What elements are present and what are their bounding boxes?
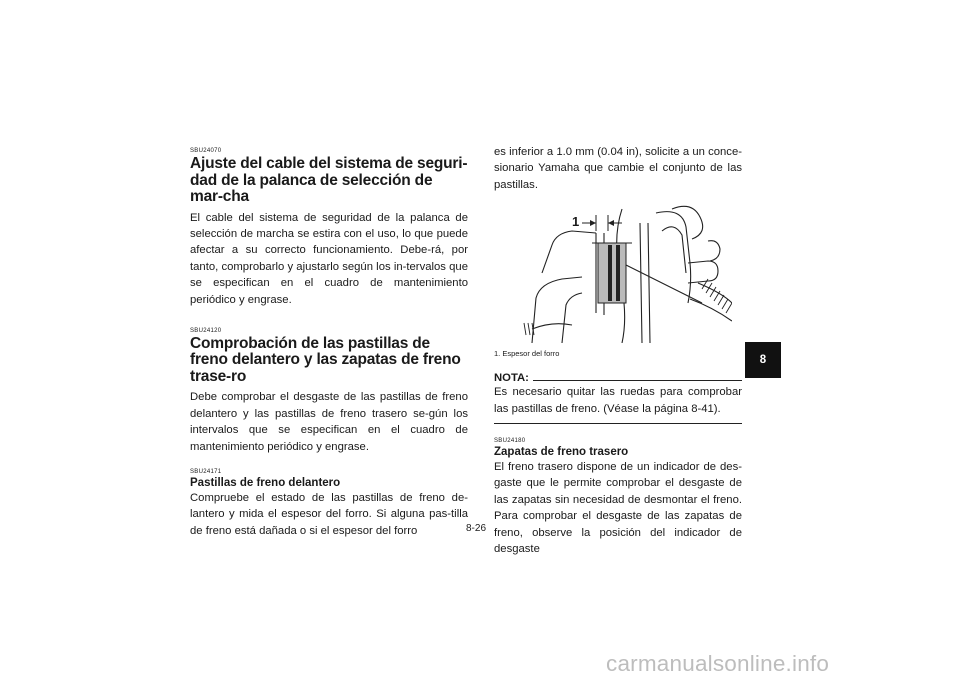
note-text: Es necesario quitar las ruedas para comprobar las pastillas de freno. (Véase la página 8-41). — [494, 386, 742, 415]
watermark: carmanualsonline.info — [606, 651, 830, 676]
chapter-tab: 8 — [745, 342, 781, 378]
section-body-shift-cable: El cable del sistema de seguridad de la palanca de selección de marcha se estira con el uso, lo que puede afectar a su correcto funcionamiento. Debe-rá, por tanto, comprobarlo y ajustarlo según los in-tervalos que se especifican en el cuadro de mantenimiento periódico y engrase. — [190, 211, 468, 306]
section-body-rear-shoes: El freno trasero dispone de un indicador de des-gaste que le permite comprobar el desgaste de las zapatas sin necesidad de desmontar el freno. Para comprobar el desgaste de las zapatas de freno, observe la posición del indicador de desgaste — [494, 461, 742, 556]
section-code: SBU24070 — [190, 148, 222, 154]
figure-callout-number: 1 — [572, 214, 580, 230]
section-title-brake-check: Comprobación de las pastillas de freno delantero y las zapatas de freno trase-ro — [190, 334, 461, 385]
brake-pad-figure — [522, 203, 732, 343]
section-code: SBU24180 — [494, 438, 526, 445]
continued-text: es inferior a 1.0 mm (0.04 in), solicite a un conce-sionario Yamaha que cambie el conjunto de las pastillas. — [494, 146, 742, 191]
page-number: 8-26 — [466, 523, 487, 534]
note-label: NOTA: — [494, 372, 529, 385]
section-body-brake-check: Debe comprobar el desgaste de las pastillas de freno delantero y las pastillas de freno trasero se-gún los intervalos que se especifican en el cuadro de mantenimiento periódico y engrase. — [190, 391, 468, 453]
section-title-front-pads: Pastillas de freno delantero — [190, 477, 341, 490]
section-body-front-pads: Compruebe el estado de las pastillas de freno de-lantero y mida el espesor del forro. Si alguna pas-tilla de freno está dañada o si el espesor del forro — [190, 492, 468, 537]
section-title-shift-cable: Ajuste del cable del sistema de seguri-dad de la palanca de selección de mar-cha — [190, 155, 468, 205]
section-code: SBU24120 — [190, 327, 222, 334]
section-code: SBU24171 — [190, 469, 222, 476]
note-box — [494, 372, 742, 424]
left-column — [190, 148, 468, 539]
brake-caliper-illustration — [522, 203, 732, 343]
section-title-rear-shoes: Zapatas de freno trasero — [494, 446, 629, 459]
note-rule — [533, 379, 742, 381]
right-column — [494, 144, 742, 557]
figure-caption: 1. Espesor del forro — [494, 349, 560, 359]
